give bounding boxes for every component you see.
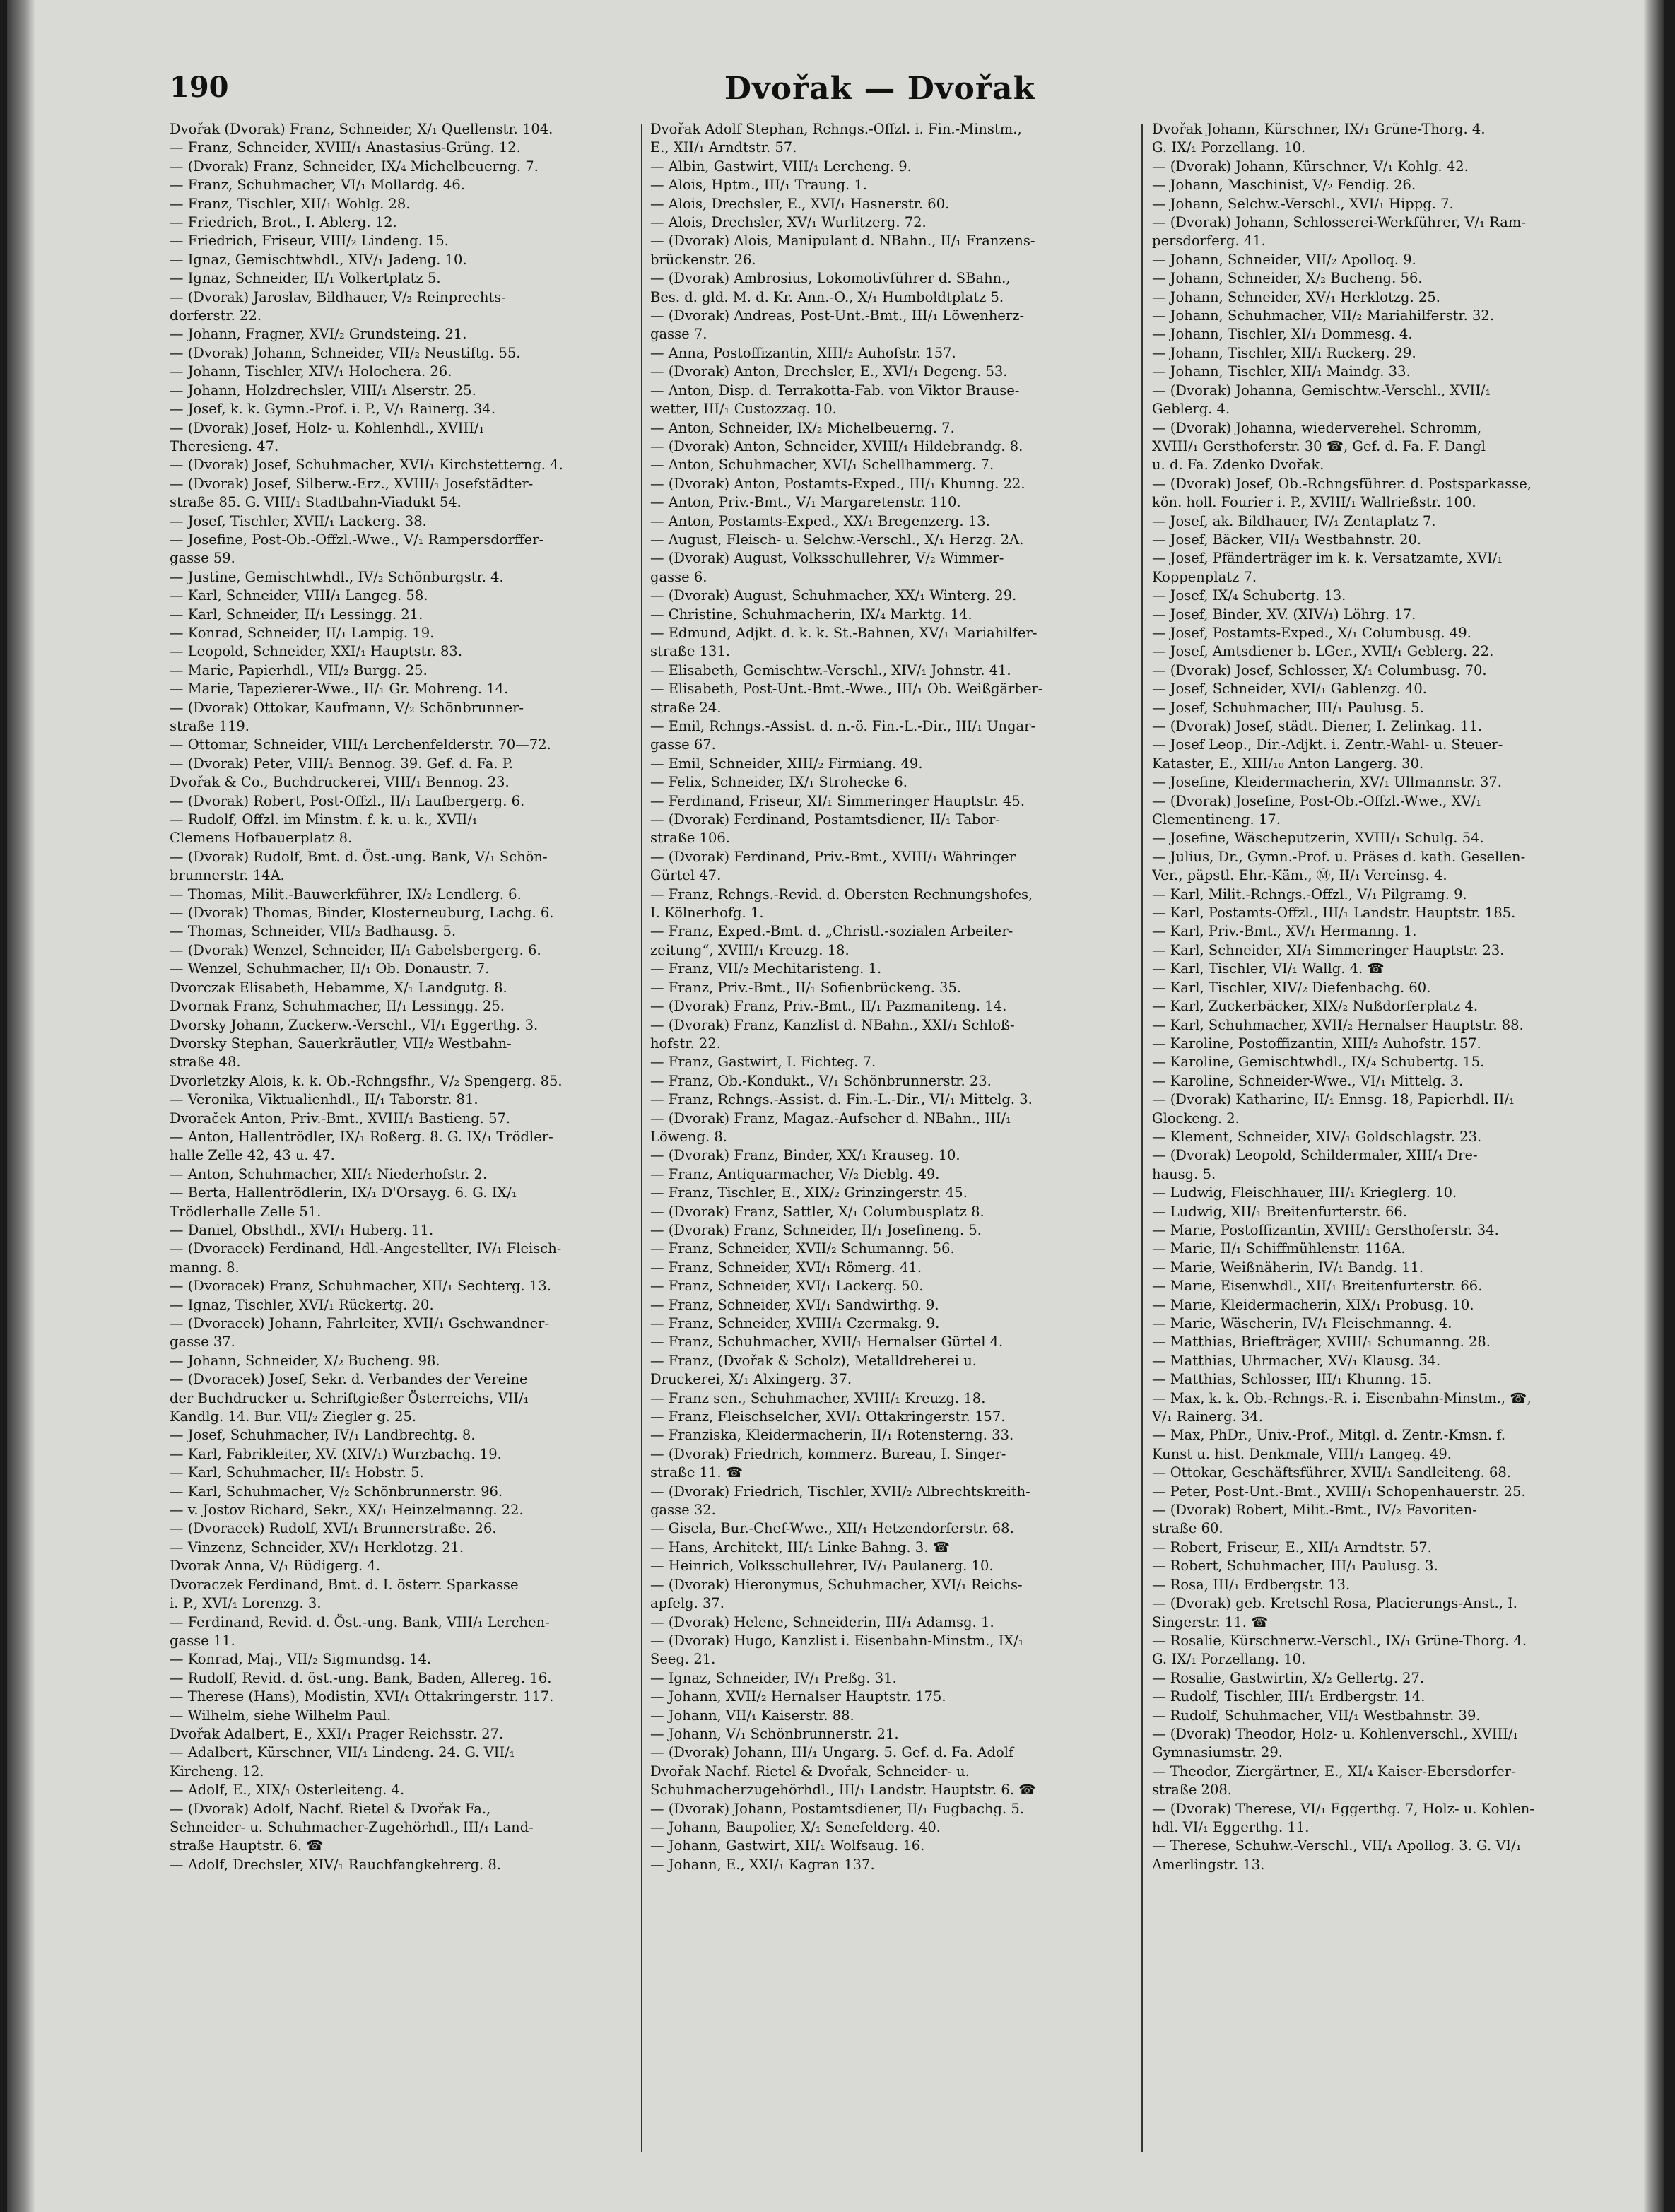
column-divider bbox=[641, 124, 642, 2152]
directory-entry-line: — Thomas, Milit.-Bauwerkführer, IX/₂ Lendlerg. 6. bbox=[170, 886, 522, 902]
directory-entry-line: — Elisabeth, Post-Unt.-Bmt.-Wwe., III/₁ Ob. Weißgärber- bbox=[650, 681, 1043, 698]
directory-entry-line: — Johann, Baupolier, X/₁ Senefelderg. 40. bbox=[650, 1818, 941, 1835]
directory-entry-line: — Konrad, Schneider, II/₁ Lampig. 19. bbox=[170, 624, 435, 641]
directory-entry-line: V/₁ Rainerg. 34. bbox=[1152, 1408, 1263, 1425]
directory-entry-line: Dvořak Nachf. Rietel & Dvořak, Schneider- u. bbox=[650, 1763, 970, 1779]
directory-entry-line: — Johann, Schneider, X/₂ Bucheng. 98. bbox=[170, 1352, 440, 1369]
directory-entry-line: — Karl, Schneider, XI/₁ Simmeringer Hauptstr. 23. bbox=[1152, 941, 1505, 958]
directory-entry-line: — (Dvorak) Friedrich, Tischler, XVII/₂ Albrechtskreith- bbox=[650, 1483, 1030, 1500]
directory-entry-line: — Franz, Tischler, XII/₁ Wohlg. 28. bbox=[170, 195, 411, 212]
directory-entry-line: — Heinrich, Volksschullehrer, IV/₁ Paulanerg. 10. bbox=[650, 1558, 994, 1575]
column-divider bbox=[1141, 124, 1143, 2152]
directory-entry-line: — Karl, Tischler, XIV/₂ Diefenbachg. 60. bbox=[1152, 979, 1431, 996]
directory-entry-line: — Johann, E., XXI/₁ Kagran 137. bbox=[650, 1856, 875, 1873]
directory-entry-line: — Karl, Schuhmacher, XVII/₂ Hernalser Hauptstr. 88. bbox=[1152, 1016, 1524, 1033]
directory-entry-line: straße 24. bbox=[650, 699, 722, 716]
directory-entry-line: Dvorczak Elisabeth, Hebamme, X/₁ Landgutg. 8. bbox=[170, 979, 507, 996]
directory-entry-line: — (Dvorak) Helene, Schneiderin, III/₁ Adamsg. 1. bbox=[650, 1613, 994, 1630]
directory-entry-line: straße 119. bbox=[170, 718, 249, 734]
directory-entry-line: Druckerei, X/₁ Alxingerg. 37. bbox=[650, 1371, 852, 1388]
directory-entry-line: — Franz, Schuhmacher, XVII/₁ Hernalser Gürtel 4. bbox=[650, 1334, 1004, 1351]
directory-entry-line: gasse 59. bbox=[170, 550, 235, 567]
directory-entry-line: Gymnasiumstr. 29. bbox=[1152, 1744, 1283, 1761]
directory-entry-line: — (Dvorak) August, Volksschullehrer, V/₂ Wimmer- bbox=[650, 550, 1004, 567]
directory-entry-line: Dvoraczek Ferdinand, Bmt. d. I. österr. Sparkasse bbox=[170, 1576, 519, 1593]
directory-entry-line: Schuhmacherzugehörhdl., III/₁ Landstr. Hauptstr. 6. ☎ bbox=[650, 1782, 1036, 1799]
directory-entry-line: hdl. VI/₁ Eggerthg. 11. bbox=[1152, 1818, 1310, 1835]
directory-entry-line: Trödlerhalle Zelle 51. bbox=[170, 1203, 322, 1220]
directory-entry-line: — (Dvorak) Ambrosius, Lokomotivführer d. SBahn., bbox=[650, 270, 1011, 287]
directory-entry-line: der Buchdrucker u. Schriftgießer Österreichs, VII/₁ bbox=[170, 1389, 529, 1406]
directory-entry-line: — Karl, Schuhmacher, II/₁ Hobstr. 5. bbox=[170, 1464, 424, 1481]
directory-entry-line: — Karl, Fabrikleiter, XV. (XIV/₁) Wurzbachg. 19. bbox=[170, 1445, 502, 1462]
directory-entry-line: — (Dvorak) Katharine, II/₁ Ennsg. 18, Papierhdl. II/₁ bbox=[1152, 1091, 1515, 1108]
directory-entry-line: — Johann, Tischler, XII/₁ Ruckerg. 29. bbox=[1152, 344, 1416, 361]
directory-entry-line: — Alois, Hptm., III/₁ Traung. 1. bbox=[650, 177, 868, 194]
directory-entry-line: — Marie, Papierhdl., VII/₂ Burgg. 25. bbox=[170, 661, 428, 678]
directory-entry-line: — Adolf, Drechsler, XIV/₁ Rauchfangkehrerg. 8. bbox=[170, 1856, 502, 1873]
directory-entry-line: Dvořak & Co., Buchdruckerei, VIII/₁ Bennog. 23. bbox=[170, 774, 510, 791]
directory-entry-line: — Anton, Hallentrödler, IX/₁ Roßerg. 8. G. IX/₁ Trödler- bbox=[170, 1128, 553, 1145]
directory-entry-line: — (Dvorak) Robert, Milit.-Bmt., IV/₂ Favoriten- bbox=[1152, 1502, 1477, 1519]
directory-entry-line: gasse 67. bbox=[650, 736, 716, 753]
directory-entry-line: — (Dvorak) Johann, Schneider, VII/₂ Neustiftg. 55. bbox=[170, 344, 521, 361]
directory-entry-line: — Johann, Schuhmacher, VII/₂ Mariahilferstr. 32. bbox=[1152, 307, 1495, 324]
directory-entry-line: — Rosa, III/₁ Erdbergstr. 13. bbox=[1152, 1576, 1351, 1593]
directory-entry-line: Ver., päpstl. Ehr.-Käm., Ⓜ, II/₁ Vereinsg. 4. bbox=[1152, 867, 1447, 884]
directory-entry-line: — Rosalie, Gastwirtin, X/₂ Gellertg. 27. bbox=[1152, 1669, 1425, 1686]
directory-entry-line: — (Dvoracek) Ferdinand, Hdl.-Angestellter, IV/₁ Fleisch- bbox=[170, 1240, 562, 1257]
directory-entry-line: — Adolf, E., XIX/₁ Osterleiteng. 4. bbox=[170, 1782, 405, 1799]
directory-entry-line: — Rudolf, Offzl. im Minstm. f. k. u. k., XVII/₁ bbox=[170, 811, 478, 828]
directory-entry-line: — v. Jostov Richard, Sekr., XX/₁ Heinzelmanng. 22. bbox=[170, 1502, 524, 1519]
directory-entry-line: — Wenzel, Schuhmacher, II/₁ Ob. Donaustr. 7. bbox=[170, 960, 490, 977]
directory-entry-line: — (Dvorak) Adolf, Nachf. Rietel & Dvořak Fa., bbox=[170, 1800, 491, 1817]
directory-entry-line: — Anton, Schneider, IX/₂ Michelbeuerng. 7. bbox=[650, 419, 955, 436]
directory-entry-line: — Josef, Tischler, XVII/₁ Lackerg. 38. bbox=[170, 512, 427, 529]
directory-entry-line: — Ludwig, Fleischhauer, III/₁ Krieglerg. 10. bbox=[1152, 1184, 1457, 1201]
directory-entry-line: — (Dvorak) Alois, Manipulant d. NBahn., II/₁ Franzens- bbox=[650, 233, 1035, 249]
directory-entry-line: — (Dvorak) Ferdinand, Postamtsdiener, II/₁ Tabor- bbox=[650, 811, 1000, 828]
directory-entry-line: — Peter, Post-Unt.-Bmt., XVIII/₁ Schopenhauerstr. 25. bbox=[1152, 1483, 1526, 1500]
directory-entry-line: — Johann, Fragner, XVI/₂ Grundsteing. 21. bbox=[170, 326, 467, 343]
directory-entry-line: — Franz, VII/₂ Mechitaristeng. 1. bbox=[650, 960, 882, 977]
directory-entry-line: — Thomas, Schneider, VII/₂ Badhausg. 5. bbox=[170, 923, 457, 940]
directory-entry-line: Kircheng. 12. bbox=[170, 1763, 264, 1779]
directory-entry-line: — (Dvorak) Franz, Schneider, II/₁ Josefineng. 5. bbox=[650, 1221, 982, 1238]
directory-entry-line: — Karl, Schuhmacher, V/₂ Schönbrunnerstr. 96. bbox=[170, 1483, 503, 1500]
directory-entry-line: — (Dvorak) Peter, VIII/₁ Bennog. 39. Gef. d. Fa. P. bbox=[170, 755, 514, 772]
directory-entry-line: — Josef, Schuhmacher, IV/₁ Landbrechtg. 8. bbox=[170, 1427, 476, 1444]
directory-entry-line: dorferstr. 22. bbox=[170, 307, 262, 324]
directory-entry-line: — Rudolf, Tischler, III/₁ Erdbergstr. 14. bbox=[1152, 1688, 1426, 1705]
directory-entry-line: — Matthias, Schlosser, III/₁ Khunng. 15. bbox=[1152, 1371, 1433, 1388]
directory-entry-line: — (Dvorak) Franz, Sattler, X/₁ Columbusplatz 8. bbox=[650, 1203, 985, 1220]
directory-entry-line: — Rosalie, Kürschnerw.-Verschl., IX/₁ Grüne-Thorg. 4. bbox=[1152, 1632, 1527, 1649]
directory-entry-line: straße 208. bbox=[1152, 1782, 1232, 1799]
directory-entry-line: — Josef, Schneider, XVI/₁ Gablenzg. 40. bbox=[1152, 681, 1427, 698]
directory-entry-line: — (Dvorak) Josef, städt. Diener, I. Zelinkag. 11. bbox=[1152, 718, 1483, 734]
directory-entry-line: apfelg. 37. bbox=[650, 1595, 724, 1612]
directory-entry-line: straße 11. ☎ bbox=[650, 1464, 744, 1481]
directory-entry-line: — Ignaz, Schneider, IV/₁ Preßg. 31. bbox=[650, 1669, 897, 1686]
directory-entry-line: — (Dvorak) Ottokar, Kaufmann, V/₂ Schönbrunner- bbox=[170, 699, 524, 716]
directory-entry-line: — Matthias, Uhrmacher, XV/₁ Klausg. 34. bbox=[1152, 1352, 1441, 1369]
directory-entry-line: — Marie, Postoffizantin, XVIII/₁ Gersthoferstr. 34. bbox=[1152, 1221, 1499, 1238]
directory-entry-line: XVIII/₁ Gersthoferstr. 30 ☎, Gef. d. Fa. F. Dangl bbox=[1152, 437, 1486, 454]
directory-entry-line: — Therese (Hans), Modistin, XVI/₁ Ottakringerstr. 117. bbox=[170, 1688, 554, 1705]
directory-entry-line: — Johann, VII/₁ Kaiserstr. 88. bbox=[650, 1707, 854, 1724]
directory-entry-line: — (Dvorak) Anton, Drechsler, E., XVI/₁ Degeng. 53. bbox=[650, 363, 1008, 380]
directory-entry-line: brückenstr. 26. bbox=[650, 251, 756, 268]
directory-entry-line: — Friedrich, Brot., I. Ablerg. 12. bbox=[170, 214, 397, 231]
directory-entry-line: — Johann, Tischler, XI/₁ Dommesg. 4. bbox=[1152, 326, 1413, 343]
directory-entry-line: — Franz, Schuhmacher, VI/₁ Mollardg. 46. bbox=[170, 177, 465, 194]
directory-entry-line: — Marie, Tapezierer-Wwe., II/₁ Gr. Mohreng. 14. bbox=[170, 681, 509, 698]
directory-entry-line: — Franz, Rchngs.-Assist. d. Fin.-L.-Dir., VI/₁ Mittelg. 3. bbox=[650, 1091, 1033, 1108]
directory-entry-line: gasse 11. bbox=[170, 1632, 235, 1649]
directory-entry-line: Dvoraček Anton, Priv.-Bmt., XVIII/₁ Bastieng. 57. bbox=[170, 1110, 511, 1126]
directory-entry-line: straße 60. bbox=[1152, 1520, 1223, 1537]
directory-entry-line: — Leopold, Schneider, XXI/₁ Hauptstr. 83. bbox=[170, 643, 463, 660]
page-number: 190 bbox=[170, 71, 229, 104]
directory-entry-line: — (Dvorak) Thomas, Binder, Klosterneuburg, Lachg. 6. bbox=[170, 905, 554, 922]
directory-entry-line: — (Dvorak) Johann, Postamtsdiener, II/₁ Fugbachg. 5. bbox=[650, 1800, 1024, 1817]
directory-column-2 bbox=[650, 120, 1113, 2184]
page-header bbox=[170, 71, 1590, 120]
directory-entry-line: — Ignaz, Schneider, II/₁ Volkertplatz 5. bbox=[170, 270, 441, 287]
directory-entry-line: — Theodor, Ziergärtner, E., XI/₄ Kaiser-Ebersdorfer- bbox=[1152, 1763, 1516, 1779]
directory-entry-line: — (Dvoracek) Josef, Sekr. d. Verbandes der Vereine bbox=[170, 1371, 528, 1388]
directory-entry-line: — Friedrich, Friseur, VIII/₂ Lindeng. 15. bbox=[170, 233, 449, 249]
directory-entry-line: — (Dvorak) Wenzel, Schneider, II/₁ Gabelsbergerg. 6. bbox=[170, 941, 541, 958]
directory-entry-line: — Anton, Schuhmacher, XII/₁ Niederhofstr. 2. bbox=[170, 1165, 488, 1182]
directory-entry-line: — Karl, Schneider, VIII/₁ Langeg. 58. bbox=[170, 587, 428, 604]
directory-entry-line: — Adalbert, Kürschner, VII/₁ Lindeng. 24. G. VII/₁ bbox=[170, 1744, 515, 1761]
directory-entry-line: Dvorak Anna, V/₁ Rüdigerg. 4. bbox=[170, 1558, 381, 1575]
running-head: Dvořak — Dvořak bbox=[724, 71, 1036, 107]
directory-entry-line: — (Dvorak) Josef, Holz- u. Kohlenhdl., XVIII/₁ bbox=[170, 419, 485, 436]
directory-entry-line: — Josef, k. k. Gymn.-Prof. i. P., V/₁ Rainerg. 34. bbox=[170, 401, 496, 418]
directory-entry-line: — Josef, Bäcker, VII/₁ Westbahnstr. 20. bbox=[1152, 531, 1422, 548]
directory-entry-line: Geblerg. 4. bbox=[1152, 401, 1230, 418]
directory-entry-line: — Rudolf, Revid. d. öst.-ung. Bank, Baden, Allereg. 16. bbox=[170, 1669, 552, 1686]
directory-entry-line: — Robert, Friseur, E., XII/₁ Arndtstr. 57. bbox=[1152, 1539, 1432, 1555]
directory-entry-line: — Felix, Schneider, IX/₁ Strohecke 6. bbox=[650, 774, 907, 791]
directory-entry-line: — (Dvorak) Josef, Ob.-Rchngsführer. d. Postsparkasse, bbox=[1152, 475, 1532, 492]
directory-entry-line: — (Dvorak) Anton, Postamts-Exped., III/₁ Khunng. 22. bbox=[650, 475, 1025, 492]
directory-entry-line: — Emil, Schneider, XIII/₂ Firmiang. 49. bbox=[650, 755, 923, 772]
directory-entry-line: — Franz, Schneider, XVI/₁ Römerg. 41. bbox=[650, 1259, 922, 1276]
directory-entry-line: — Anton, Disp. d. Terrakotta-Fab. von Viktor Brause- bbox=[650, 382, 1020, 399]
directory-entry-line: — (Dvorak) Anton, Schneider, XVIII/₁ Hildebrandg. 8. bbox=[650, 437, 1023, 454]
directory-entry-line: — Karl, Zuckerbäcker, XIX/₂ Nußdorferplatz 4. bbox=[1152, 998, 1479, 1015]
directory-entry-line: — Emil, Rchngs.-Assist. d. n.-ö. Fin.-L.-Dir., III/₁ Ungar- bbox=[650, 718, 1036, 734]
directory-entry-line: — Anton, Postamts-Exped., XX/₁ Bregenzerg. 13. bbox=[650, 512, 990, 529]
directory-entry-line: — Johann, Tischler, XIV/₁ Holochera. 26. bbox=[170, 363, 452, 380]
directory-entry-line: — Ignaz, Gemischtwhdl., XIV/₁ Jadeng. 10. bbox=[170, 251, 467, 268]
directory-entry-line: — (Dvorak) geb. Kretschl Rosa, Placierungs-Anst., I. bbox=[1152, 1595, 1517, 1612]
directory-entry-line: — August, Fleisch- u. Selchw.-Verschl., X/₁ Herzg. 2A. bbox=[650, 531, 1024, 548]
directory-entry-line: gasse 6. bbox=[650, 568, 707, 585]
directory-entry-line: — Veronika, Viktualienhdl., II/₁ Taborstr. 81. bbox=[170, 1091, 478, 1108]
directory-entry-line: Dvořak Adalbert, E., XXI/₁ Prager Reichsstr. 27. bbox=[170, 1725, 504, 1742]
directory-entry-line: — (Dvorak) Leopold, Schildermaler, XIII/₄ Dre- bbox=[1152, 1147, 1478, 1164]
directory-entry-line: — Johann, Tischler, XII/₁ Maindg. 33. bbox=[1152, 363, 1411, 380]
directory-entry-line: — Josef, Postamts-Exped., X/₁ Columbusg. 49. bbox=[1152, 624, 1471, 641]
directory-entry-line: — Marie, II/₁ Schiffmühlenstr. 116A. bbox=[1152, 1240, 1406, 1257]
directory-entry-line: Schneider- u. Schuhmacher-Zugehörhdl., III/₁ Land- bbox=[170, 1818, 534, 1835]
directory-entry-line: — (Dvorak) Hieronymus, Schuhmacher, XVI/₁ Reichs- bbox=[650, 1576, 1023, 1593]
directory-entry-line: — Robert, Schuhmacher, III/₁ Paulusg. 3. bbox=[1152, 1558, 1438, 1575]
directory-entry-line: — Klement, Schneider, XIV/₁ Goldschlagstr. 23. bbox=[1152, 1128, 1482, 1145]
directory-entry-line: — Franz, Schneider, XVII/₂ Schumanng. 56. bbox=[650, 1240, 955, 1257]
directory-entry-line: — Johann, Selchw.-Verschl., XVI/₁ Hippg. 7. bbox=[1152, 195, 1454, 212]
directory-entry-line: Dvořak (Dvorak) Franz, Schneider, X/₁ Quellenstr. 104. bbox=[170, 121, 553, 137]
directory-entry-line: — Franz sen., Schuhmacher, XVIII/₁ Kreuzg. 18. bbox=[650, 1389, 986, 1406]
directory-entry-line: Gürtel 47. bbox=[650, 867, 722, 884]
directory-column-1 bbox=[170, 120, 633, 2184]
directory-entry-line: — (Dvorak) Franz, Schneider, IX/₄ Michelbeuerng. 7. bbox=[170, 158, 539, 175]
directory-entry-line: — (Dvorak) Friedrich, kommerz. Bureau, I. Singer- bbox=[650, 1445, 1006, 1462]
directory-entry-line: Theresieng. 47. bbox=[170, 437, 279, 454]
directory-entry-line: — Johann, Holzdrechsler, VIII/₁ Alserstr. 25. bbox=[170, 382, 476, 399]
directory-entry-line: gasse 37. bbox=[170, 1334, 235, 1351]
directory-entry-line: straße 85. G. VIII/₁ Stadtbahn-Viadukt 54. bbox=[170, 494, 462, 511]
directory-entry-line: — Josef, ak. Bildhauer, IV/₁ Zentaplatz 7. bbox=[1152, 512, 1436, 529]
directory-entry-line: — (Dvorak) Hugo, Kanzlist i. Eisenbahn-Minstm., IX/₁ bbox=[650, 1632, 1024, 1649]
directory-entry-line: — (Dvorak) Franz, Binder, XX/₁ Krauseg. 10. bbox=[650, 1147, 960, 1164]
directory-entry-line: — Karl, Milit.-Rchngs.-Offzl., V/₁ Pilgramg. 9. bbox=[1152, 886, 1467, 902]
directory-entry-line: — Elisabeth, Gemischtw.-Verschl., XIV/₁ Johnstr. 41. bbox=[650, 661, 1011, 678]
directory-entry-line: — Hans, Architekt, III/₁ Linke Bahng. 3. ☎ bbox=[650, 1539, 950, 1555]
page-edge-shadow-left bbox=[7, 0, 35, 2212]
directory-entry-line: — (Dvorak) Rudolf, Bmt. d. Öst.-ung. Bank, V/₁ Schön- bbox=[170, 848, 548, 865]
directory-entry-line: — (Dvorak) Johann, Kürschner, V/₁ Kohlg. 42. bbox=[1152, 158, 1469, 175]
directory-entry-line: — Josef Leop., Dir.-Adjkt. i. Zentr.-Wahl- u. Steuer- bbox=[1152, 736, 1503, 753]
directory-entry-line: — Wilhelm, siehe Wilhelm Paul. bbox=[170, 1707, 392, 1724]
directory-entry-line: — Ottokar, Geschäftsführer, XVII/₁ Sandleiteng. 68. bbox=[1152, 1464, 1511, 1481]
directory-entry-line: — Ludwig, XII/₁ Breitenfurterstr. 66. bbox=[1152, 1203, 1407, 1220]
directory-entry-line: — Josefine, Kleidermacherin, XV/₁ Ullmannstr. 37. bbox=[1152, 774, 1503, 791]
directory-entry-line: G. IX/₁ Porzellang. 10. bbox=[1152, 139, 1306, 156]
directory-entry-line: Glockeng. 2. bbox=[1152, 1110, 1240, 1126]
directory-entry-line: — (Dvoracek) Johann, Fahrleiter, XVII/₁ Gschwandner- bbox=[170, 1315, 550, 1331]
directory-entry-line: u. d. Fa. Zdenko Dvořak. bbox=[1152, 457, 1324, 473]
directory-entry-line: — Albin, Gastwirt, VIII/₁ Lercheng. 9. bbox=[650, 158, 912, 175]
directory-entry-line: — Marie, Kleidermacherin, XIX/₁ Probusg. 10. bbox=[1152, 1296, 1474, 1313]
directory-entry-line: Dvořak Johann, Kürschner, IX/₁ Grüne-Thorg. 4. bbox=[1152, 121, 1486, 137]
directory-entry-line: Dvořak Adolf Stephan, Rchngs.-Offzl. i. Fin.-Minstm., bbox=[650, 121, 1022, 137]
directory-entry-line: G. IX/₁ Porzellang. 10. bbox=[1152, 1651, 1306, 1668]
directory-entry-line: — Karl, Priv.-Bmt., XV/₁ Hermanng. 1. bbox=[1152, 923, 1417, 940]
directory-entry-line: — Karl, Schneider, II/₁ Lessingg. 21. bbox=[170, 606, 423, 623]
directory-entry-line: — Karl, Postamts-Offzl., III/₁ Landstr. Hauptstr. 185. bbox=[1152, 905, 1516, 922]
directory-entry-line: — Karoline, Gemischtwhdl., IX/₄ Schubertg. 15. bbox=[1152, 1054, 1485, 1071]
directory-entry-line: — Julius, Dr., Gymn.-Prof. u. Präses d. kath. Gesellen- bbox=[1152, 848, 1526, 865]
directory-entry-line: — Marie, Eisenwhdl., XII/₁ Breitenfurterstr. 66. bbox=[1152, 1278, 1483, 1295]
directory-entry-line: gasse 7. bbox=[650, 326, 707, 343]
directory-entry-line: — Vinzenz, Schneider, XV/₁ Herklotzg. 21. bbox=[170, 1539, 464, 1555]
directory-entry-line: kön. holl. Fourier i. P., XVIII/₁ Wallrießstr. 100. bbox=[1152, 494, 1476, 511]
directory-entry-line: — Max, k. k. Ob.-Rchngs.-R. i. Eisenbahn-Minstm., ☎, bbox=[1152, 1389, 1532, 1406]
directory-entry-line: — Johann, Maschinist, V/₂ Fendig. 26. bbox=[1152, 177, 1416, 194]
directory-entry-line: — (Dvorak) Franz, Magaz.-Aufseher d. NBahn., III/₁ bbox=[650, 1110, 1011, 1126]
directory-entry-line: — Franz, Exped.-Bmt. d. „Christl.-sozialen Arbeiter- bbox=[650, 923, 1013, 940]
directory-entry-line: Clemens Hofbauerplatz 8. bbox=[170, 830, 353, 847]
directory-entry-line: Bes. d. gld. M. d. Kr. Ann.-O., X/₁ Humboldtplatz 5. bbox=[650, 288, 1004, 305]
directory-entry-line: — Franz, Antiquarmacher, V/₂ Dieblg. 49. bbox=[650, 1165, 940, 1182]
directory-entry-line: — Ferdinand, Friseur, XI/₁ Simmeringer Hauptstr. 45. bbox=[650, 792, 1025, 809]
directory-entry-line: — Franz, Tischler, E., XIX/₂ Grinzingerstr. 45. bbox=[650, 1184, 968, 1201]
directory-entry-line: — Edmund, Adjkt. d. k. k. St.-Bahnen, XV/₁ Mariahilfer- bbox=[650, 624, 1038, 641]
directory-entry-line: — (Dvorak) Josef, Silberw.-Erz., XVIII/₁ Josefstädter- bbox=[170, 475, 534, 492]
directory-entry-line: — (Dvorak) Therese, VI/₁ Eggerthg. 7, Holz- u. Kohlen- bbox=[1152, 1800, 1534, 1817]
directory-entry-line: — Franz, (Dvořak & Scholz), Metalldreherei u. bbox=[650, 1352, 977, 1369]
directory-entry-line: — Johann, Gastwirt, XII/₁ Wolfsaug. 16. bbox=[650, 1837, 925, 1854]
directory-entry-line: Kunst u. hist. Denkmale, VIII/₁ Langeg. 49. bbox=[1152, 1445, 1452, 1462]
directory-entry-line: — Anton, Schuhmacher, XVI/₁ Schellhammerg. 7. bbox=[650, 457, 994, 473]
directory-entry-line: — Ferdinand, Revid. d. Öst.-ung. Bank, VIII/₁ Lerchen- bbox=[170, 1613, 550, 1630]
directory-entry-line: — Johann, XVII/₂ Hernalser Hauptstr. 175. bbox=[650, 1688, 946, 1705]
directory-entry-line: — Franz, Schneider, XVI/₁ Sandwirthg. 9. bbox=[650, 1296, 939, 1313]
directory-entry-line: — Josefine, Wäscheputzerin, XVIII/₁ Schulg. 54. bbox=[1152, 830, 1484, 847]
directory-entry-line: straße Hauptstr. 6. ☎ bbox=[170, 1837, 324, 1854]
directory-entry-line: — Therese, Schuhw.-Verschl., VII/₁ Apollog. 3. G. VI/₁ bbox=[1152, 1837, 1522, 1854]
directory-entry-line: — Karl, Tischler, VI/₁ Wallg. 4. ☎ bbox=[1152, 960, 1385, 977]
directory-entry-line: straße 48. bbox=[170, 1054, 241, 1071]
directory-entry-line: — (Dvorak) Johanna, Gemischtw.-Verschl., XVII/₁ bbox=[1152, 382, 1491, 399]
directory-entry-line: — Johann, V/₁ Schönbrunnerstr. 21. bbox=[650, 1725, 899, 1742]
directory-entry-line: Singerstr. 11. ☎ bbox=[1152, 1613, 1269, 1630]
directory-entry-line: — (Dvorak) Josef, Schuhmacher, XVI/₁ Kirchstetterng. 4. bbox=[170, 457, 563, 473]
directory-entry-line: — Max, PhDr., Univ.-Prof., Mitgl. d. Zentr.-Kmsn. f. bbox=[1152, 1427, 1506, 1444]
directory-entry-line: — Franz, Fleischselcher, XVI/₁ Ottakringerstr. 157. bbox=[650, 1408, 1006, 1425]
directory-entry-line: Dvorsky Stephan, Sauerkräutler, VII/₂ Westbahn- bbox=[170, 1035, 512, 1052]
directory-entry-line: wetter, III/₁ Custozzag. 10. bbox=[650, 401, 837, 418]
directory-entry-line: hofstr. 22. bbox=[650, 1035, 721, 1052]
directory-entry-line: i. P., XVI/₁ Lorenzg. 3. bbox=[170, 1595, 322, 1612]
directory-entry-line: — Marie, Wäscherin, IV/₁ Fleischmanng. 4. bbox=[1152, 1315, 1452, 1331]
directory-entry-line: gasse 32. bbox=[650, 1502, 716, 1519]
directory-entry-line: — Karoline, Schneider-Wwe., VI/₁ Mittelg. 3. bbox=[1152, 1072, 1464, 1089]
directory-entry-line: — Johann, Schneider, X/₂ Bucheng. 56. bbox=[1152, 270, 1423, 287]
directory-entry-line: — Johann, Schneider, XV/₁ Herklotzg. 25. bbox=[1152, 288, 1440, 305]
directory-entry-line: halle Zelle 42, 43 u. 47. bbox=[170, 1147, 335, 1164]
directory-entry-line: zeitung“, XVIII/₁ Kreuzg. 18. bbox=[650, 941, 850, 958]
directory-entry-line: — Marie, Weißnäherin, IV/₁ Bandg. 11. bbox=[1152, 1259, 1424, 1276]
directory-entry-line: — Johann, Schneider, VII/₂ Apolloq. 9. bbox=[1152, 251, 1416, 268]
directory-entry-line: straße 106. bbox=[650, 830, 730, 847]
directory-entry-line: — (Dvorak) Theodor, Holz- u. Kohlenverschl., XVIII/₁ bbox=[1152, 1725, 1519, 1742]
directory-entry-line: — Alois, Drechsler, E., XVI/₁ Hasnerstr. 60. bbox=[650, 195, 950, 212]
directory-entry-line: — Josef, Schuhmacher, III/₁ Paulusg. 5. bbox=[1152, 699, 1424, 716]
directory-entry-line: — Gisela, Bur.-Chef-Wwe., XII/₁ Hetzendorferstr. 68. bbox=[650, 1520, 1014, 1537]
directory-entry-line: — Anna, Postoffizantin, XIII/₂ Auhofstr. 157. bbox=[650, 344, 956, 361]
directory-entry-line: — (Dvoracek) Franz, Schuhmacher, XII/₁ Sechterg. 13. bbox=[170, 1278, 551, 1295]
directory-entry-line: — Konrad, Maj., VII/₂ Sigmundsg. 14. bbox=[170, 1651, 432, 1668]
directory-entry-line: — (Dvorak) Johann, Schlosserei-Werkführer, V/₁ Ram- bbox=[1152, 214, 1526, 231]
directory-entry-line: hausg. 5. bbox=[1152, 1165, 1216, 1182]
directory-entry-line: — Ottomar, Schneider, VIII/₁ Lerchenfelderstr. 70—72. bbox=[170, 736, 551, 753]
directory-entry-line: — Rudolf, Schuhmacher, VII/₁ Westbahnstr. 39. bbox=[1152, 1707, 1481, 1724]
directory-entry-line: — Ignaz, Tischler, XVI/₁ Rückertg. 20. bbox=[170, 1296, 434, 1313]
directory-entry-line: — (Dvorak) Johanna, wiederverehel. Schromm, bbox=[1152, 419, 1482, 436]
directory-entry-line: — Franz, Schneider, XVIII/₁ Anastasius-Grüng. 12. bbox=[170, 139, 521, 156]
directory-entry-line: E., XII/₁ Arndtstr. 57. bbox=[650, 139, 797, 156]
directory-entry-line: — Christine, Schuhmacherin, IX/₄ Marktg. 14. bbox=[650, 606, 972, 623]
directory-entry-line: — Josef, Binder, XV. (XIV/₁) Löhrg. 17. bbox=[1152, 606, 1416, 623]
directory-entry-line: Kataster, E., XIII/₁₀ Anton Langerg. 30. bbox=[1152, 755, 1424, 772]
directory-entry-line: Kandlg. 14. Bur. VII/₂ Ziegler g. 25. bbox=[170, 1408, 417, 1425]
directory-entry-line: — Berta, Hallentrödlerin, IX/₁ D'Orsayg. 6. G. IX/₁ bbox=[170, 1184, 517, 1201]
directory-entry-line: Clementineng. 17. bbox=[1152, 811, 1281, 828]
directory-entry-line: — Franz, Schneider, XVIII/₁ Czermakg. 9. bbox=[650, 1315, 940, 1331]
directory-entry-line: — Justine, Gemischtwhdl., IV/₂ Schönburgstr. 4. bbox=[170, 568, 504, 585]
directory-entry-line: straße 131. bbox=[650, 643, 730, 660]
directory-entry-line: — (Dvorak) Josefine, Post-Ob.-Offzl.-Wwe., XV/₁ bbox=[1152, 792, 1481, 809]
directory-entry-line: — (Dvorak) Jaroslav, Bildhauer, V/₂ Reinprechts- bbox=[170, 288, 506, 305]
directory-entry-line: Amerlingstr. 13. bbox=[1152, 1856, 1265, 1873]
directory-entry-line: manng. 8. bbox=[170, 1259, 240, 1276]
directory-entry-line: Dvorletzky Alois, k. k. Ob.-Rchngsfhr., V/₂ Spengerg. 85. bbox=[170, 1072, 563, 1089]
directory-entry-line: — Josef, Pfänderträger im k. k. Versatzamte, XVI/₁ bbox=[1152, 550, 1503, 567]
directory-entry-line: — Josef, Amtsdiener b. LGer., XVII/₁ Geblerg. 22. bbox=[1152, 643, 1494, 660]
directory-entry-line: Seeg. 21. bbox=[650, 1651, 716, 1668]
directory-entry-line: — Matthias, Briefträger, XVIII/₁ Schumanng. 28. bbox=[1152, 1334, 1491, 1351]
directory-entry-line: persdorferg. 41. bbox=[1152, 233, 1266, 249]
directory-column-3 bbox=[1152, 120, 1615, 2184]
directory-entry-line: brunnerstr. 14A. bbox=[170, 867, 285, 884]
directory-entry-line: — (Dvorak) Robert, Post-Offzl., II/₁ Laufbergerg. 6. bbox=[170, 792, 525, 809]
directory-page bbox=[7, 0, 1664, 2212]
directory-entry-line: — Franz, Gastwirt, I. Fichteg. 7. bbox=[650, 1054, 876, 1071]
directory-entry-line: — Alois, Drechsler, XV/₁ Wurlitzerg. 72. bbox=[650, 214, 927, 231]
directory-entry-line: Dvorsky Johann, Zuckerw.-Verschl., VI/₁ Eggerthg. 3. bbox=[170, 1016, 539, 1033]
directory-entry-line: — Daniel, Obsthdl., XVI/₁ Huberg. 11. bbox=[170, 1221, 434, 1238]
directory-entry-line: — (Dvorak) Josef, Schlosser, X/₁ Columbusg. 70. bbox=[1152, 661, 1487, 678]
directory-entry-line: — (Dvorak) Johann, III/₁ Ungarg. 5. Gef. d. Fa. Adolf bbox=[650, 1744, 1014, 1761]
page-edge-shadow-right bbox=[1643, 0, 1664, 2212]
directory-entry-line: — Franz, Priv.-Bmt., II/₁ Sofienbrückeng. 35. bbox=[650, 979, 962, 996]
directory-entry-line: I. Kölnerhofg. 1. bbox=[650, 905, 764, 922]
directory-entry-line: — Karoline, Postoffizantin, XIII/₂ Auhofstr. 157. bbox=[1152, 1035, 1481, 1052]
directory-entry-line: Koppenplatz 7. bbox=[1152, 568, 1257, 585]
directory-entry-line: Dvornak Franz, Schuhmacher, II/₁ Lessingg. 25. bbox=[170, 998, 505, 1015]
directory-entry-line: — Josefine, Post-Ob.-Offzl.-Wwe., V/₁ Rampersdorffer- bbox=[170, 531, 544, 548]
directory-entry-line: — (Dvoracek) Rudolf, XVI/₁ Brunnerstraße. 26. bbox=[170, 1520, 497, 1537]
directory-entry-line: — Anton, Priv.-Bmt., V/₁ Margaretenstr. 110. bbox=[650, 494, 961, 511]
directory-entry-line: — (Dvorak) August, Schuhmacher, XX/₁ Winterg. 29. bbox=[650, 587, 1017, 604]
directory-entry-line: — Franz, Ob.-Kondukt., V/₁ Schönbrunnerstr. 23. bbox=[650, 1072, 992, 1089]
directory-entry-line: — (Dvorak) Andreas, Post-Unt.-Bmt., III/₁ Löwenherz- bbox=[650, 307, 1025, 324]
directory-entry-line: — (Dvorak) Franz, Kanzlist d. NBahn., XXI/₁ Schloß- bbox=[650, 1016, 1015, 1033]
directory-entry-line: — Franz, Schneider, XVI/₁ Lackerg. 50. bbox=[650, 1278, 924, 1295]
directory-entry-line: — Franz, Rchngs.-Revid. d. Obersten Rechnungshofes, bbox=[650, 886, 1033, 902]
directory-entry-line: — (Dvorak) Ferdinand, Priv.-Bmt., XVIII/₁ Währinger bbox=[650, 848, 1016, 865]
directory-entry-line: Löweng. 8. bbox=[650, 1128, 727, 1145]
directory-entry-line: — (Dvorak) Franz, Priv.-Bmt., II/₁ Pazmaniteng. 14. bbox=[650, 998, 1007, 1015]
directory-entry-line: — Josef, IX/₄ Schubertg. 13. bbox=[1152, 587, 1346, 604]
directory-entry-line: — Franziska, Kleidermacherin, II/₁ Rotensterng. 33. bbox=[650, 1427, 1014, 1444]
